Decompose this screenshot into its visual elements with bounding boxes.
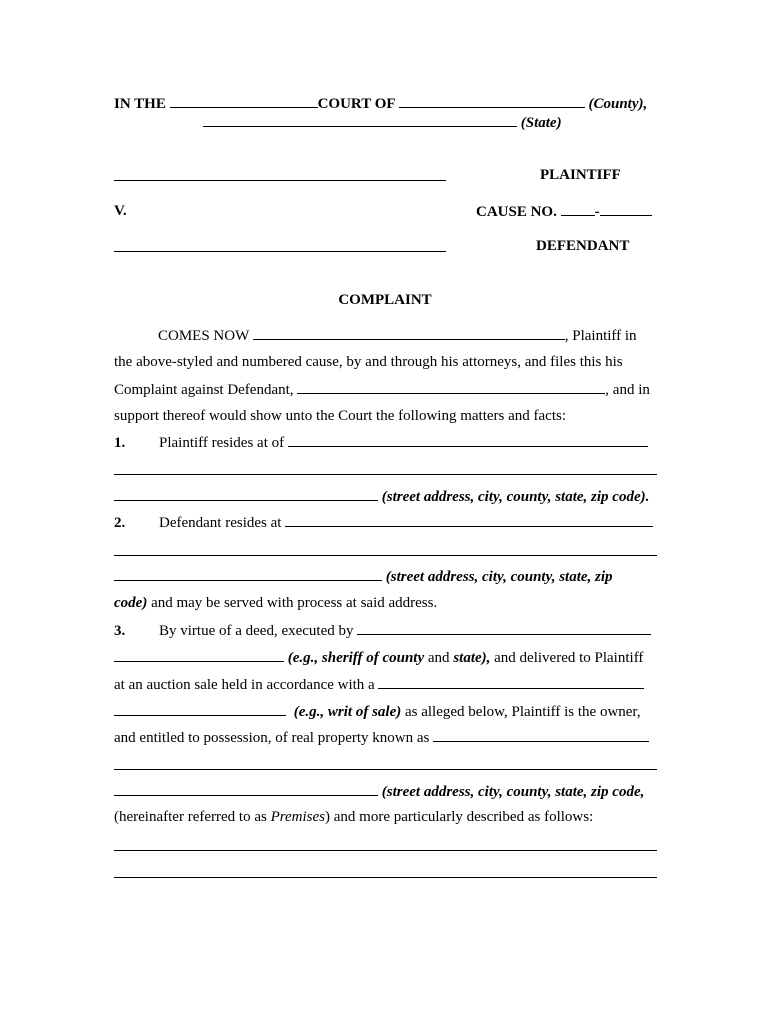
defendant-name-field[interactable] [114, 251, 446, 252]
deed-executor-field[interactable] [357, 621, 651, 635]
cause-number-line [476, 202, 652, 221]
cause-no-label: CAUSE NO. [476, 204, 557, 220]
property-address-field-2[interactable] [114, 782, 378, 796]
item-3-delivered: and delivered to Plaintiff [494, 650, 644, 666]
item-3-hint-c: (e.g., writ of sale) [293, 704, 402, 720]
item-1-hint: (street address, city, county, state, zip code). [381, 489, 650, 505]
item-3-number: 3. [114, 623, 126, 639]
auction-authority-field-2[interactable] [114, 702, 286, 716]
cause-no-field-1[interactable] [561, 202, 595, 216]
plaintiff-address-field[interactable] [288, 433, 648, 447]
property-address-field[interactable] [114, 769, 657, 770]
cause-separator: - [594, 204, 600, 220]
state-label: (State) [520, 115, 562, 131]
item-3-entitled: and entitled to possession, of real property known as [114, 730, 430, 746]
item-3-hereinafter: (hereinafter referred to as [114, 809, 267, 825]
item-2-hint-cont: code) [114, 595, 148, 611]
plaintiff-in-text: , Plaintiff in [564, 328, 637, 344]
item-3-premises: Premises [270, 809, 325, 825]
county-label: (County), [588, 96, 648, 112]
versus-label: V. [114, 203, 127, 219]
defendant-address-field[interactable] [285, 513, 653, 527]
item-3-alleged: as alleged below, Plaintiff is the owner, [404, 704, 641, 720]
complaint-against-text: Complaint against Defendant, [114, 382, 294, 398]
plaintiff-name-field[interactable] [114, 180, 446, 181]
item-3-line [114, 621, 658, 640]
comes-now-text: COMES NOW [158, 328, 249, 344]
defendant-address-field-2[interactable] [114, 555, 657, 556]
complaint-defendant-field[interactable] [297, 380, 605, 394]
court-name-field[interactable] [170, 94, 318, 108]
document-title: COMPLAINT [338, 292, 432, 308]
item-2-hint-line [114, 567, 658, 586]
item-3-line-5 [114, 728, 658, 747]
county-field[interactable] [399, 94, 585, 108]
item-3-line-6 [114, 782, 658, 801]
state-field[interactable] [203, 113, 517, 127]
item-2-line [114, 513, 658, 532]
item-1-line [114, 433, 658, 452]
intro-line-1 [158, 326, 702, 345]
intro-line-3 [114, 380, 658, 399]
item-3-described: ) and more particularly described as follows: [325, 809, 594, 825]
item-2-tail: and may be served with process at said address. [151, 595, 438, 611]
plaintiff-label: PLAINTIFF [540, 167, 621, 183]
property-description-field-1[interactable] [114, 850, 657, 851]
court-of-label: COURT OF [317, 96, 395, 112]
defendant-address-field-3[interactable] [114, 567, 382, 581]
item-3-line-7 [114, 808, 658, 826]
defendant-label: DEFENDANT [536, 238, 630, 254]
item-1-text: Plaintiff resides at of [159, 435, 285, 451]
item-2-number: 2. [114, 515, 126, 531]
intro-line-4: support thereof would show unto the Court the following matters and facts: [114, 408, 566, 424]
item-1-number: 1. [114, 435, 126, 451]
comes-now-plaintiff-field[interactable] [253, 326, 565, 340]
state-line [203, 113, 747, 132]
item-3-and: and [427, 650, 450, 666]
intro-line-2: the above-styled and numbered cause, by and through his attorneys, and files this his [114, 354, 623, 370]
item-3-hint-d: (street address, city, county, state, zip code, [381, 784, 645, 800]
plaintiff-address-field-3[interactable] [114, 487, 378, 501]
plaintiff-address-field-2[interactable] [114, 474, 657, 475]
item-1-hint-line [114, 487, 658, 506]
item-2-hint: (street address, city, county, state, zip [385, 569, 613, 585]
item-3-line-3 [114, 675, 658, 694]
property-description-field-2[interactable] [114, 877, 657, 878]
auction-authority-field[interactable] [378, 675, 644, 689]
item-3-line-2 [114, 648, 658, 667]
item-3-hint-b: state), [453, 650, 491, 666]
item-3-text: By virtue of a deed, executed by [159, 623, 354, 639]
court-header-line [114, 94, 658, 113]
deed-executor-field-2[interactable] [114, 648, 284, 662]
item-3-auction: at an auction sale held in accordance with a [114, 677, 375, 693]
item-2-text: Defendant resides at [159, 515, 282, 531]
in-the-label: IN THE [114, 96, 166, 112]
cause-no-field-2[interactable] [600, 202, 652, 216]
item-3-hint-a: (e.g., sheriff of county [287, 650, 425, 666]
item-3-line-4 [114, 702, 658, 721]
item-2-tail-line [114, 594, 658, 612]
property-name-field[interactable] [433, 728, 649, 742]
and-in-text: , and in [605, 382, 650, 398]
